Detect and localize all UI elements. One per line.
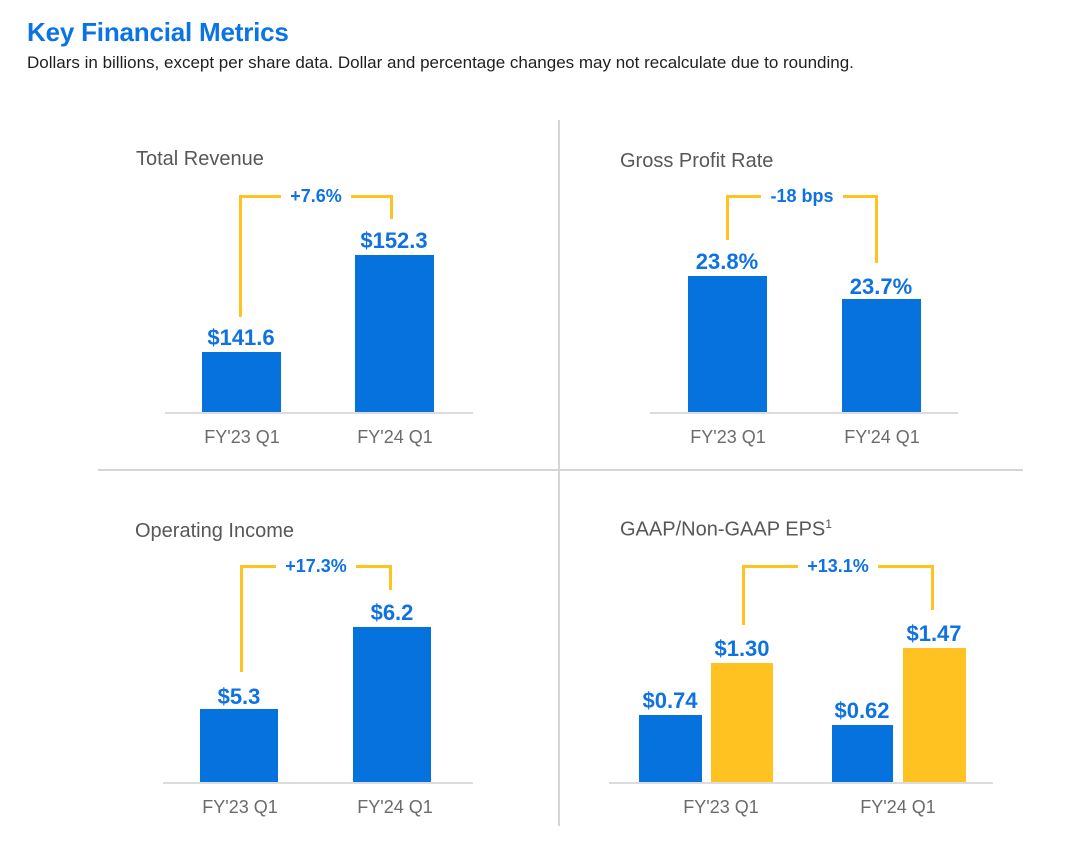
non-gaap-bar-fy24-q1 bbox=[903, 648, 966, 782]
chart-title: Operating Income bbox=[135, 520, 294, 542]
chart-title bbox=[620, 517, 832, 542]
x-axis-label-fy23-q1: FY'23 Q1 bbox=[202, 797, 278, 817]
bracket-line bbox=[742, 553, 934, 579]
bracket-line-segment bbox=[742, 565, 798, 568]
page-title: Key Financial Metrics bbox=[27, 17, 289, 47]
bar-value-label: 23.8% bbox=[695, 249, 759, 274]
x-axis-label-fy24-q1: FY'24 Q1 bbox=[357, 797, 433, 817]
bar-value-label: $1.30 bbox=[714, 636, 770, 661]
x-axis-label-fy23-q1: FY'23 Q1 bbox=[690, 427, 766, 447]
change-label: +7.6% bbox=[290, 185, 342, 206]
gaap-bar-fy23-q1 bbox=[639, 715, 702, 782]
bar-value-label: $0.62 bbox=[834, 698, 890, 723]
bar-value-label: $6.2 bbox=[370, 600, 414, 625]
x-axis-label-fy24-q1: FY'24 Q1 bbox=[844, 427, 920, 447]
change-label: +13.1% bbox=[807, 555, 869, 576]
page-subtitle: Dollars in billions, except per share data. Dollar and percentage changes may not recalculate due to rounding. bbox=[27, 53, 854, 72]
bar-value-label: 23.7% bbox=[849, 274, 913, 299]
x-axis-label-fy23-q1: FY'23 Q1 bbox=[204, 427, 280, 447]
bracket-line-segment bbox=[878, 565, 934, 568]
bar-value-label: $0.74 bbox=[642, 688, 698, 713]
x-axis-label-fy24-q1: FY'24 Q1 bbox=[357, 427, 433, 447]
change-label: +17.3% bbox=[285, 555, 347, 576]
change-label: -18 bps bbox=[770, 185, 834, 206]
bar-value-label: $5.3 bbox=[217, 684, 261, 709]
gaap-bar-fy24-q1 bbox=[832, 725, 893, 782]
bar-value-label: $1.47 bbox=[906, 621, 962, 646]
bar-value-label: $141.6 bbox=[207, 325, 275, 350]
footnote-marker: 1 bbox=[825, 517, 832, 531]
x-axis-label-fy24-q1: FY'24 Q1 bbox=[860, 797, 936, 817]
non-gaap-bar-fy23-q1 bbox=[711, 663, 773, 782]
chart-title: Total Revenue bbox=[136, 148, 264, 170]
chart-title-text: GAAP/Non-GAAP EPS bbox=[620, 518, 826, 541]
x-axis-label-fy23-q1: FY'23 Q1 bbox=[683, 797, 759, 817]
chart-title: Gross Profit Rate bbox=[620, 150, 774, 172]
bar-value-label: $152.3 bbox=[360, 228, 428, 253]
x-axis-line bbox=[609, 782, 993, 784]
